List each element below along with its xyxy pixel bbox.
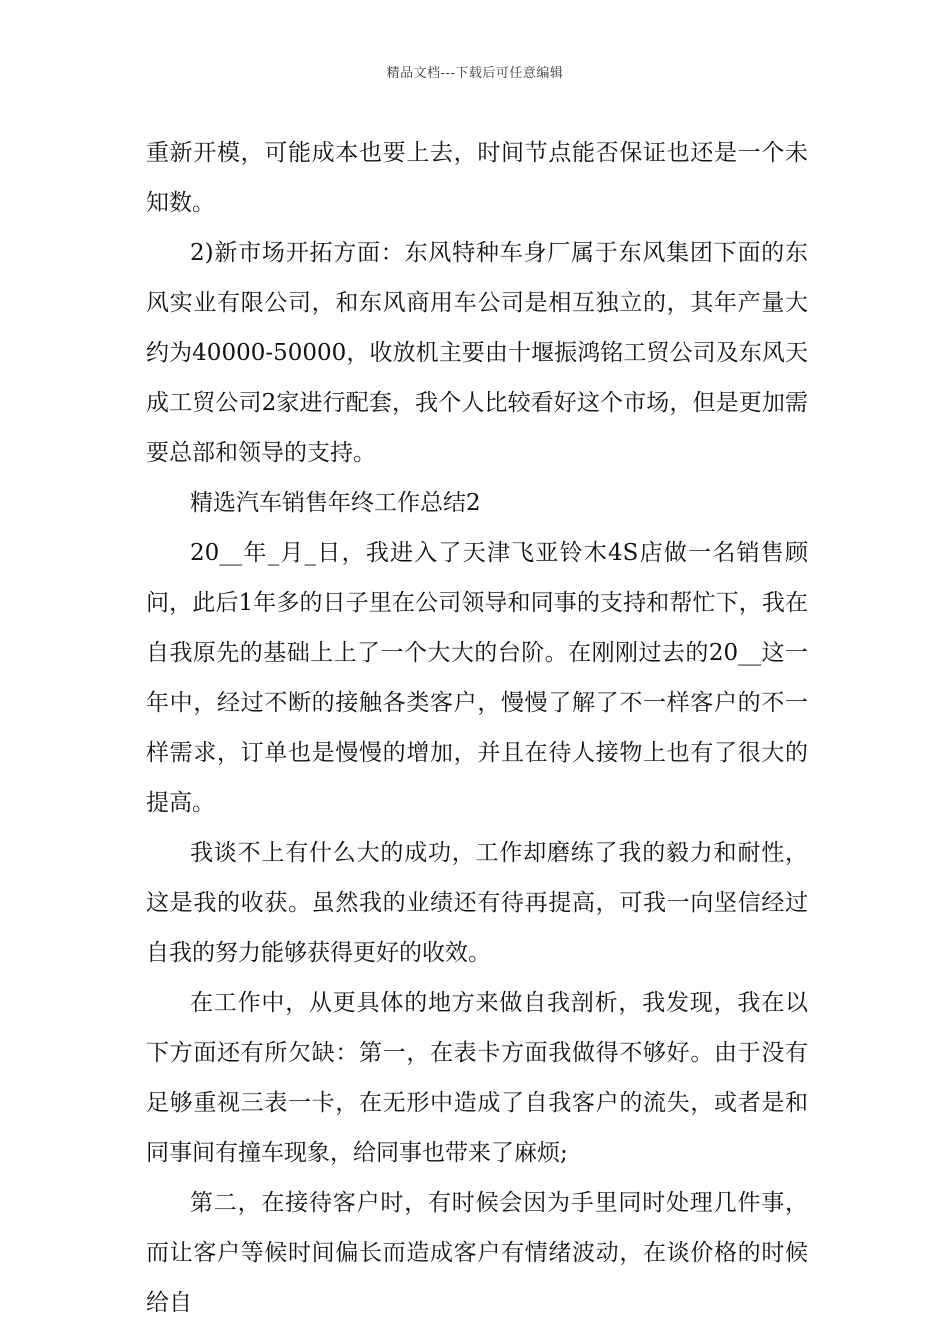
paragraph-intro: 20__年_月_日，我进入了天津飞亚铃木4S店做一名销售顾问，此后1年多的日子里在公司领导和同事的支持和帮忙下，我在自我原先的基础上上了一个大大的台阶。在刚刚过去的20__这一年中，经过不断的接触各类客户，慢慢了解了不一样客户的不一样需求，订单也是慢慢的增加，并且在待人接物上也有了很大的提高。 — [146, 540, 808, 816]
section-title: 精选汽车销售年终工作总结2 — [190, 490, 481, 516]
paragraph-new-market: 2)新市场开拓方面：东风特种车身厂属于东风集团下面的东风实业有限公司，和东风商用车公司是相互独立的，其年产量大约为40000-50000，收放机主要由十堰振鸿铭工贸公司及东风天成工贸公司2家进行配套，我个人比较看好这个市场，但是更加需要总部和领导的支持。 — [146, 240, 808, 466]
page-header: 精品文档---下载后可任意编辑 — [386, 66, 564, 81]
paragraph-continuation: 重新开模，可能成本也要上去，时间节点能否保证也还是一个未知数。 — [146, 140, 808, 216]
paragraph-achievement: 我谈不上有什么大的成功，工作却磨练了我的毅力和耐性，这是我的收获。虽然我的业绩还有待再提高，可我一向坚信经过自我的努力能够获得更好的收效。 — [146, 840, 808, 966]
paragraph-self-analysis: 在工作中，从更具体的地方来做自我剖析，我发现，我在以下方面还有所欠缺：第一，在表卡方面我做得不够好。由于没有足够重视三表一卡，在无形中造成了自我客户的流失，或者是和同事间有撞车现象，给同事也带来了麻烦; — [146, 990, 808, 1166]
document-body — [146, 128, 808, 1328]
paragraph-second-point: 第二，在接待客户时，有时候会因为手里同时处理几件事，而让客户等候时间偏长而造成客户有情绪波动，在谈价格的时候给自 — [146, 1190, 808, 1316]
